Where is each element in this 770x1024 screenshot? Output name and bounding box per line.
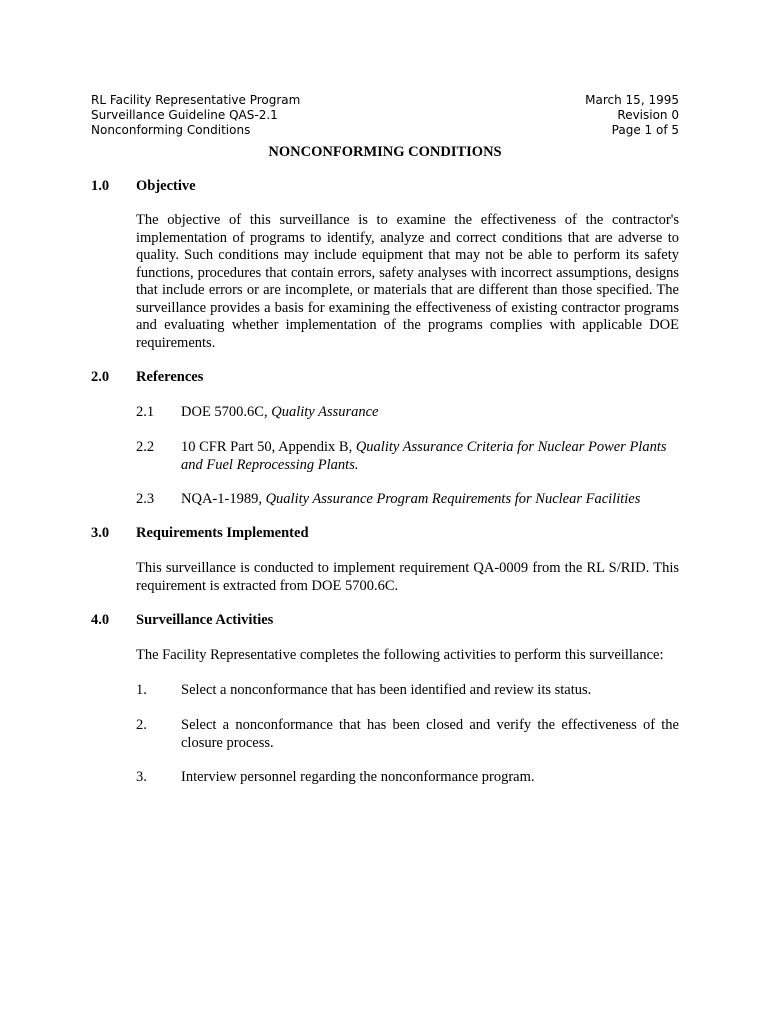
reference-prefix-1: DOE 5700.6C,: [181, 404, 272, 420]
document-title: NONCONFORMING CONDITIONS: [268, 144, 502, 160]
section-number-requirements: 3.0: [91, 525, 110, 541]
section-number-activities: 4.0: [91, 612, 110, 628]
requirements-paragraph: This surveillance is conducted to implement requirement QA-0009 from the RL S/RID. This requirement is extracted from DOE 5700.6C.: [136, 560, 679, 594]
section-title-objective: Objective: [136, 178, 196, 194]
reference-item-3: [181, 491, 679, 509]
reference-prefix-3: NQA-1-1989,: [181, 491, 266, 507]
reference-item-2: [181, 439, 679, 474]
header-date: March 15, 1995: [585, 93, 679, 107]
section-title-requirements: Requirements Implemented: [136, 525, 309, 541]
reference-number-2: 2.2: [136, 439, 155, 455]
activity-item-2: Select a nonconformance that has been closed and verify the effectiveness of the closure process.: [181, 717, 679, 751]
section-title-activities: Surveillance Activities: [136, 612, 274, 628]
reference-title-2: Quality Assurance Criteria for Nuclear Power Plants and Fuel Reprocessing Plants.: [181, 439, 667, 473]
header-guideline: Surveillance Guideline QAS-2.1: [91, 108, 278, 122]
section-number-references: 2.0: [91, 369, 110, 385]
header-subject: Nonconforming Conditions: [91, 123, 251, 137]
objective-paragraph: The objective of this surveillance is to examine the effectiveness of the contractor's implementation of programs to identify, analyze and correct conditions that are adverse to quality. Such conditions may include equipment that may not be able to perform its safety functions, procedures that contain errors, safety analyses with incorrect assumptions, designs that include errors or are incomplete, or materials that are different than those specified. The surveillance provides a basis for examining the effectiveness of existing contractor programs and evaluating whether implementation of the programs complies with applicable DOE requirements.: [136, 212, 679, 351]
reference-title-3: Quality Assurance Program Requirements for Nuclear Facilities: [265, 491, 641, 507]
header-revision: Revision 0: [617, 108, 679, 122]
header-right: [585, 93, 679, 138]
activity-number-3: 3.: [136, 769, 147, 785]
section-number-objective: 1.0: [91, 178, 110, 194]
section-title-references: References: [136, 369, 204, 385]
reference-title-1: Quality Assurance: [271, 404, 379, 420]
reference-item-1: [181, 404, 679, 422]
reference-prefix-2: 10 CFR Part 50, Appendix B,: [181, 439, 356, 455]
reference-number-1: 2.1: [136, 404, 155, 420]
activity-number-2: 2.: [136, 717, 147, 733]
activities-intro: The Facility Representative completes the following activities to perform this surveillance:: [136, 647, 664, 663]
activity-number-1: 1.: [136, 682, 147, 698]
header-left: [91, 93, 300, 138]
header-page-number: Page 1 of 5: [611, 123, 679, 137]
activity-item-1: Select a nonconformance that has been identified and review its status.: [181, 682, 592, 698]
header-program: RL Facility Representative Program: [91, 93, 301, 107]
reference-number-3: 2.3: [136, 491, 155, 507]
activity-item-3: Interview personnel regarding the nonconformance program.: [181, 769, 535, 785]
